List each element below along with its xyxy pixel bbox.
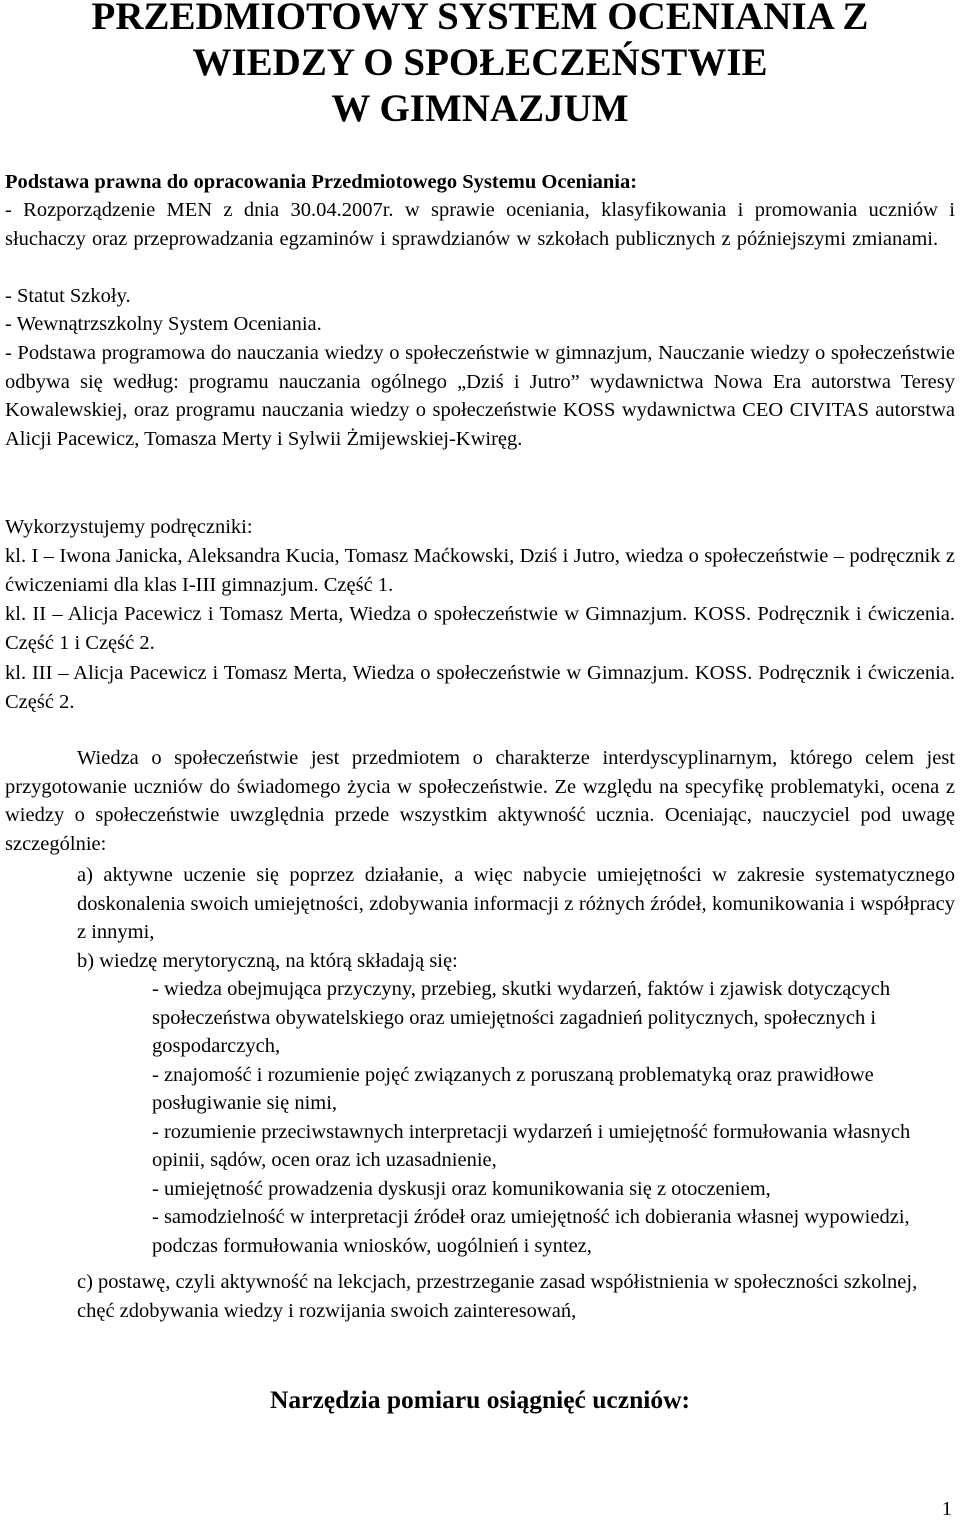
textbook-class-1: kl. I – Iwona Janicka, Aleksandra Kucia, Tomasz Maćkowski, Dziś i Jutro, wiedza o społeczeństwie – podręcznik z ćwiczeniami dla klas I-III gimnazjum. Część 1. (5, 545, 955, 596)
textbook-class-3: kl. III – Alicja Pacewicz i Tomasz Merta, Wiedza o społeczeństwie w Gimnazjum. KOSS. Podręcznik i ćwiczenia. Część 2. (5, 662, 955, 713)
legal-basis-item-regulation: - Rozporządzenie MEN z dnia 30.04.2007r. w sprawie oceniania, klasyfikowania i promowania uczniów i słuchaczy oraz przeprowadzania egzaminów i sprawdzianów w szkołach publicznych z późniejszymi zmianami. (5, 199, 955, 250)
textbooks-heading: Wykorzystujemy podręczniki: (5, 516, 253, 538)
criterion-b-item-1: - wiedza obejmująca przyczyny, przebieg, skutki wydarzeń, faktów i zjawisk dotyczących społeczeństwa obywatelskiego oraz umiejętności zagadnień politycznych, społecznych i gospodarczych, (152, 978, 891, 1057)
criterion-b-item-2: - znajomość i rozumienie pojęć związanych z poruszaną problematyką oraz prawidłowe posługiwanie się nimi, (152, 1063, 874, 1114)
criterion-b-list (152, 975, 952, 1260)
legal-basis-item-curriculum: - Podstawa programowa do nauczania wiedzy o społeczeństwie w gimnazjum, Nauczanie wiedzy o społeczeństwie odbywa się według: programu nauczania ogólnego „Dziś i Jutro” wydawnictwa Nowa Era autorstwa Teresy Kowalewskiej, oraz programu nauczania wiedzy o społeczeństwie KOSS wydawnictwa CEO CIVITAS autorstwa Alicji Pacewicz, Tomasza Merty i Sylwii Żmijewskiej-Kwiręg. (5, 342, 955, 450)
criterion-b: b) wiedzę merytoryczną, na którą składają się: (77, 950, 458, 972)
tools-heading: Narzędzia pomiaru osiągnięć uczniów: (270, 1385, 690, 1414)
intro-paragraph: Wiedza o społeczeństwie jest przedmiotem o charakterze interdyscyplinarnym, którego celem jest przygotowanie uczniów do świadomego życia w społeczeństwie. Ze względu na specyfikę problematyki, ocena z wiedzy o społeczeństwie uwzględnia przede wszystkim aktywność ucznia. Oceniając, nauczyciel pod uwagę szczególnie: (5, 747, 955, 855)
legal-basis-item-internal-grading: - Wewnątrzszkolny System Oceniania. (5, 313, 322, 335)
legal-basis-heading: Podstawa prawna do opracowania Przedmiotowego Systemu Oceniania: (5, 171, 638, 193)
title-line-1: PRZEDMIOTOWY SYSTEM OCENIANIA Z (91, 0, 869, 38)
criterion-b-item-3: - rozumienie przeciwstawnych interpretacji wydarzeń i umiejętność formułowania własnych opinii, sądów, ocen oraz ich uzasadnienie, (152, 1120, 911, 1171)
criterion-b-item-4: - umiejętność prowadzenia dyskusji oraz komunikowania się z otoczeniem, (152, 1177, 771, 1200)
page-number: 1 (941, 1498, 952, 1520)
title-line-2: WIEDZY O SPOŁECZEŃSTWIE (192, 41, 768, 84)
textbook-class-2: kl. II – Alicja Pacewicz i Tomasz Merta, Wiedza o społeczeństwie w Gimnazjum. KOSS. Podręcznik i ćwiczenia. Część 1 i Część 2. (5, 603, 955, 654)
title-line-3: W GIMNAZJUM (331, 87, 629, 130)
criterion-a-text: a) aktywne uczenie się poprzez działanie, a więc nabycie umiejętności w zakresie systematycznego doskonalenia swoich umiejętności, zdobywania informacji z różnych źródeł, komunikowania i współpracy z innymi, (77, 864, 955, 943)
criterion-b-item-5: - samodzielność w interpretacji źródeł oraz umiejętność ich dobierania własnej wypowiedzi, podczas formułowania wniosków, uogólnień i syntez, (152, 1206, 910, 1257)
criterion-a (77, 861, 955, 947)
legal-basis-item-statute: - Statut Szkoły. (5, 285, 131, 307)
criterion-c: c) postawę, czyli aktywność na lekcjach, przestrzeganie zasad współistnienia w społeczności szkolnej, chęć zdobywania wiedzy i rozwijania swoich zainteresowań, (77, 1271, 918, 1322)
document-title (0, 0, 960, 132)
